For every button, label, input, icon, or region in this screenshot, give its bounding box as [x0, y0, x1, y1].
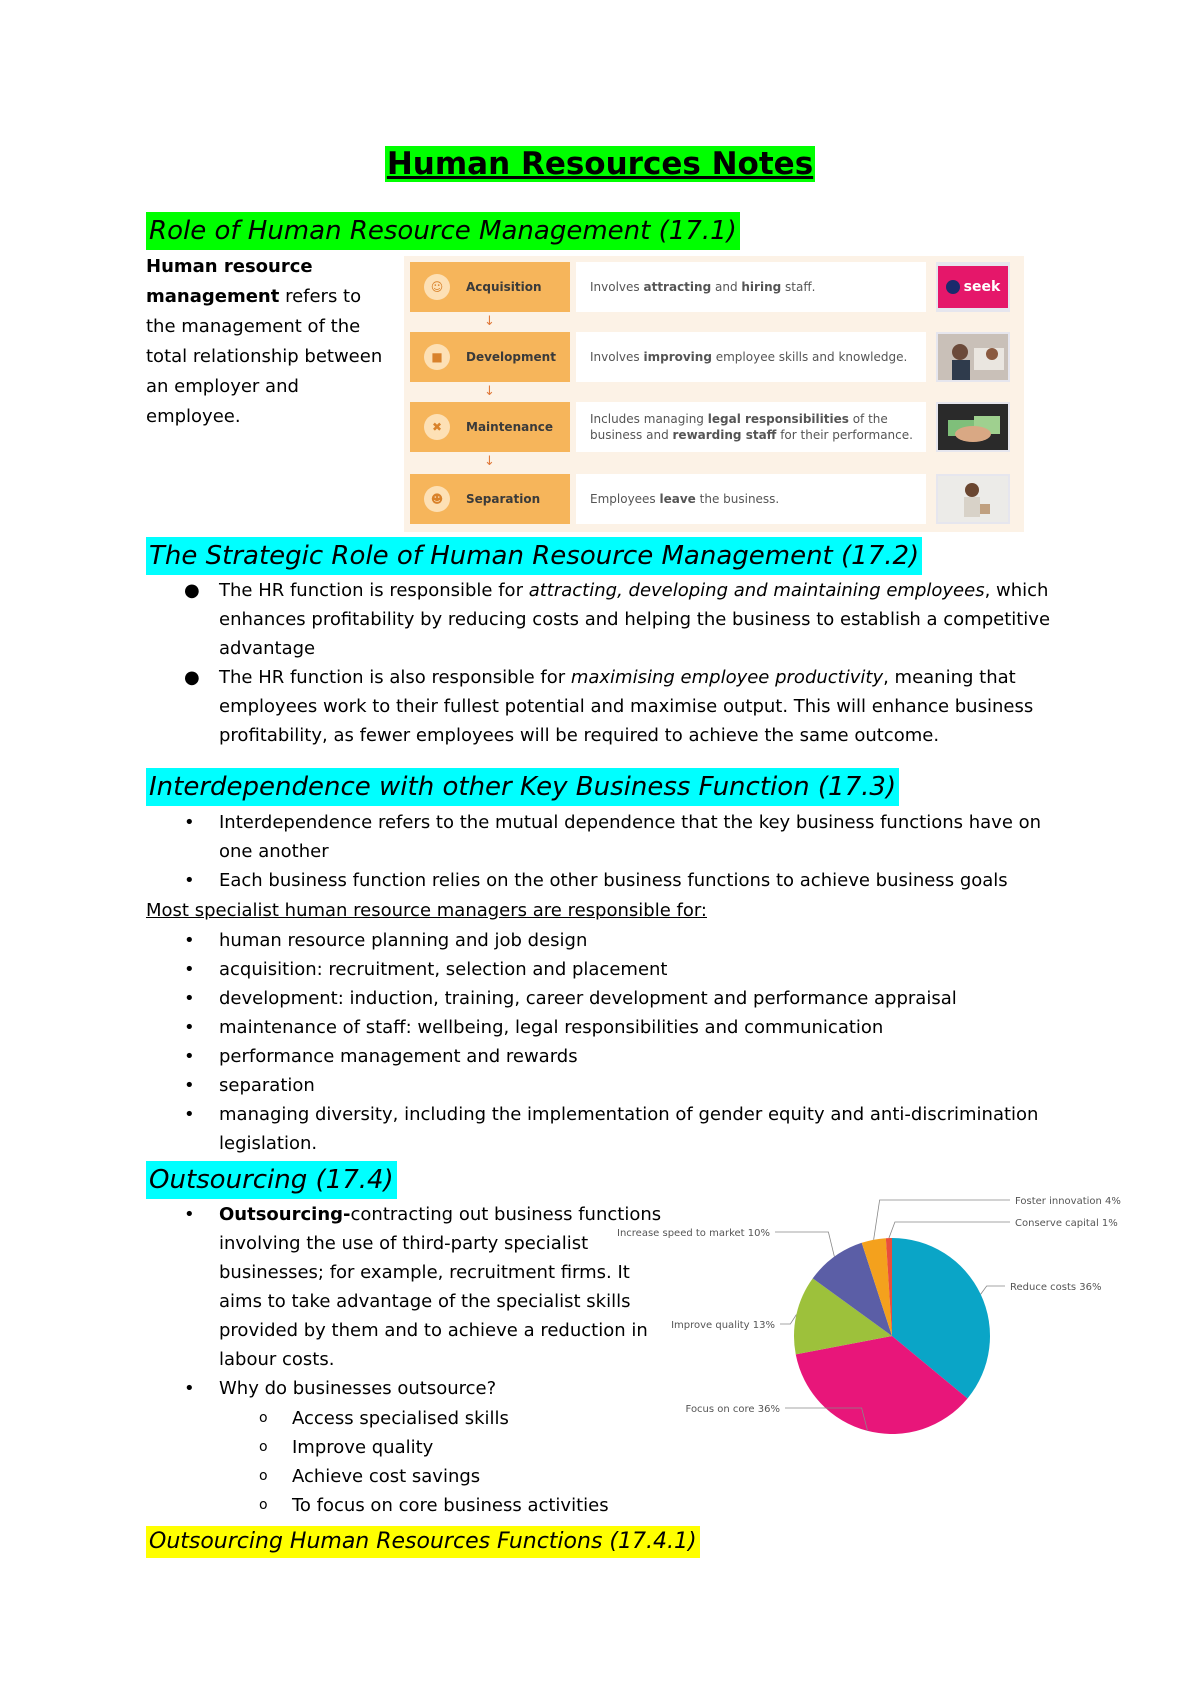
list-item — [146, 808, 1066, 866]
circle-bullet-icon: o — [259, 1497, 268, 1513]
outsourcing-reasons-pie-chart — [617, 1180, 1121, 1430]
list-item — [146, 1100, 1066, 1158]
list-item — [146, 866, 1066, 895]
development-photo — [936, 332, 1010, 382]
list-item — [146, 955, 1066, 984]
intro-text: refers to the management of the total relationship between an employer and employee. — [146, 286, 383, 427]
bullet-icon: • — [184, 930, 195, 951]
stage-label: Development — [466, 350, 556, 364]
intro-bold: Human resource management — [146, 256, 313, 307]
pie-label: Reduce costs 36% — [1010, 1282, 1102, 1293]
pie-label: Foster innovation 4% — [1015, 1196, 1121, 1207]
bullet-emphasis: attracting, developing and maintaining employees — [528, 580, 985, 601]
stage-development — [410, 332, 570, 382]
bullet-icon: • — [184, 1204, 195, 1225]
bullet-text: development: induction, training, career development and performance appraisal — [219, 988, 957, 1009]
desc-bold: improving — [643, 350, 712, 364]
desc-text: Employees — [590, 492, 660, 506]
bullet-bold: Outsourcing- — [219, 1204, 351, 1225]
section-heading-outsourcing-hr: Outsourcing Human Resources Functions (17.4.1) — [146, 1526, 700, 1558]
list-item — [146, 576, 1066, 663]
pie-label: Increase speed to market 10% — [617, 1228, 770, 1239]
page-title-text: Human Resources Notes — [386, 146, 814, 182]
pie-label: Improve quality 13% — [671, 1320, 775, 1331]
bullet-text: performance management and rewards — [219, 1046, 578, 1067]
desc-bold: legal responsibilities — [707, 412, 849, 426]
bullet-text: managing diversity, including the implementation of gender equity and anti-discrimination legislation. — [219, 1104, 1039, 1154]
maintenance-photo — [936, 402, 1010, 452]
bullet-emphasis: maximising employee productivity — [570, 667, 884, 688]
bullet-icon: • — [184, 870, 195, 891]
bullet-text: , meaning that employees work to their fullest potential and maximise output. This will enhance business profitability, as fewer employees will be required to achieve the same outcome. — [219, 667, 1034, 746]
list-item — [146, 1200, 666, 1374]
bullet-text: human resource planning and job design — [219, 930, 588, 951]
handshake-money-image — [938, 404, 1008, 450]
desc-text: employee skills and knowledge. — [711, 350, 908, 364]
bullet-text: Access specialised skills — [292, 1408, 509, 1429]
seek-logo — [938, 266, 1008, 308]
bullet-icon: • — [184, 812, 195, 833]
desc-bold: rewarding staff — [672, 428, 777, 442]
seek-logo-text: seek — [963, 279, 1001, 295]
separation-photo — [936, 474, 1010, 524]
hr-lifecycle-diagram — [404, 256, 1024, 532]
desc-text: Involves — [590, 350, 644, 364]
outsourcing-bullet-list — [146, 1200, 666, 1403]
bullet-text: maintenance of staff: wellbeing, legal responsibilities and communication — [219, 1017, 884, 1038]
intro-paragraph — [146, 252, 396, 432]
bullet-icon: • — [184, 959, 195, 980]
stage-maintenance — [410, 402, 570, 452]
responsibilities-subheading: Most specialist human resource managers are responsible for: — [146, 900, 707, 921]
bullet-icon: • — [184, 1046, 195, 1067]
interdependence-bullet-list — [146, 808, 1066, 895]
seek-logo-thumb — [936, 262, 1010, 312]
desc-text: for their performance. — [776, 428, 913, 442]
stage-desc-separation — [576, 474, 926, 524]
bullet-icon: • — [184, 1104, 195, 1125]
outsourcing-reasons-list — [146, 1404, 706, 1520]
tools-icon: ✖ — [424, 414, 450, 440]
bullet-icon: • — [184, 1075, 195, 1096]
desc-text: Involves — [590, 280, 644, 294]
bullet-text: The HR function is also responsible for — [219, 667, 571, 688]
list-item — [146, 1491, 706, 1520]
circle-bullet-icon: o — [259, 1410, 268, 1426]
list-item — [146, 1462, 706, 1491]
list-item — [146, 1374, 666, 1403]
stage-desc-development — [576, 332, 926, 382]
down-arrow-icon: ↓ — [484, 384, 495, 399]
bullet-text: The HR function is responsible for — [219, 580, 529, 601]
circle-bullet-icon: o — [259, 1439, 268, 1455]
pie-leader-line — [874, 1200, 1010, 1240]
list-item — [146, 1013, 1066, 1042]
desc-text: Includes managing — [590, 412, 708, 426]
desc-bold: leave — [659, 492, 696, 506]
stage-label: Separation — [466, 492, 541, 506]
seek-logo-icon — [946, 280, 960, 294]
bullet-text: separation — [219, 1075, 315, 1096]
pie-leader-line — [889, 1222, 1010, 1238]
strategic-bullet-list — [146, 576, 1066, 750]
stage-acquisition — [410, 262, 570, 312]
presentation-icon: ■ — [424, 344, 450, 370]
office-photo-image — [938, 334, 1008, 380]
bullet-icon: • — [184, 1017, 195, 1038]
list-item — [146, 1071, 1066, 1100]
stage-desc-acquisition — [576, 262, 926, 312]
pie-leader-line — [775, 1232, 834, 1257]
bullet-text: Improve quality — [292, 1437, 434, 1458]
circle-bullet-icon: o — [259, 1468, 268, 1484]
list-item — [146, 1042, 1066, 1071]
bullet-text: Achieve cost savings — [292, 1466, 481, 1487]
section-heading-interdependence: Interdependence with other Key Business Function (17.3) — [146, 768, 899, 806]
bullet-text: Interdependence refers to the mutual dependence that the key business functions have on one another — [219, 812, 1042, 862]
responsibilities-list — [146, 926, 1066, 1158]
desc-bold: hiring — [741, 280, 782, 294]
bullet-text: contracting out business functions involving the use of third-party specialist businesses; for example, recruitment firms. It aims to take advantage of the specialist skills provided by them and to achieve a reduction in labour costs. — [219, 1204, 662, 1370]
bullet-text: acquisition: recruitment, selection and placement — [219, 959, 668, 980]
bullet-text: Why do businesses outsource? — [219, 1378, 497, 1399]
list-item — [146, 984, 1066, 1013]
desc-text: of the business and — [590, 412, 888, 442]
pie-leader-line — [780, 1315, 796, 1324]
list-item — [146, 663, 1066, 750]
stage-separation — [410, 474, 570, 524]
list-item — [146, 1404, 706, 1433]
bullet-icon: • — [184, 1378, 195, 1399]
bullet-text: To focus on core business activities — [292, 1495, 609, 1516]
desc-text: and — [711, 280, 742, 294]
bullet-text: Each business function relies on the other business functions to achieve business goals — [219, 870, 1008, 891]
bullet-icon: ● — [184, 580, 200, 601]
list-item — [146, 1433, 706, 1462]
pie-label: Focus on core 36% — [685, 1404, 780, 1415]
stage-desc-maintenance — [576, 402, 926, 452]
bullet-icon: • — [184, 988, 195, 1009]
section-heading-role: Role of Human Resource Management (17.1) — [146, 212, 740, 250]
bullet-text: , which enhances profitability by reducing costs and helping the business to establish a competitive advantage — [219, 580, 1051, 659]
pie-leader-line — [981, 1286, 1005, 1294]
section-heading-outsourcing: Outsourcing (17.4) — [146, 1161, 397, 1199]
group-icon: ☻ — [424, 486, 450, 512]
down-arrow-icon: ↓ — [484, 314, 495, 329]
people-icon: ☺ — [424, 274, 450, 300]
pie-label: Conserve capital 1% — [1015, 1218, 1118, 1229]
list-item — [146, 926, 1066, 955]
desc-text: the business. — [695, 492, 780, 506]
desc-bold: attracting — [643, 280, 712, 294]
page-title — [0, 146, 1200, 182]
person-leaving-image — [938, 476, 1008, 522]
stage-label: Acquisition — [466, 280, 542, 294]
bullet-icon: ● — [184, 667, 200, 688]
section-heading-strategic: The Strategic Role of Human Resource Management (17.2) — [146, 537, 922, 575]
desc-text: staff. — [781, 280, 816, 294]
down-arrow-icon: ↓ — [484, 454, 495, 469]
stage-label: Maintenance — [466, 420, 554, 434]
